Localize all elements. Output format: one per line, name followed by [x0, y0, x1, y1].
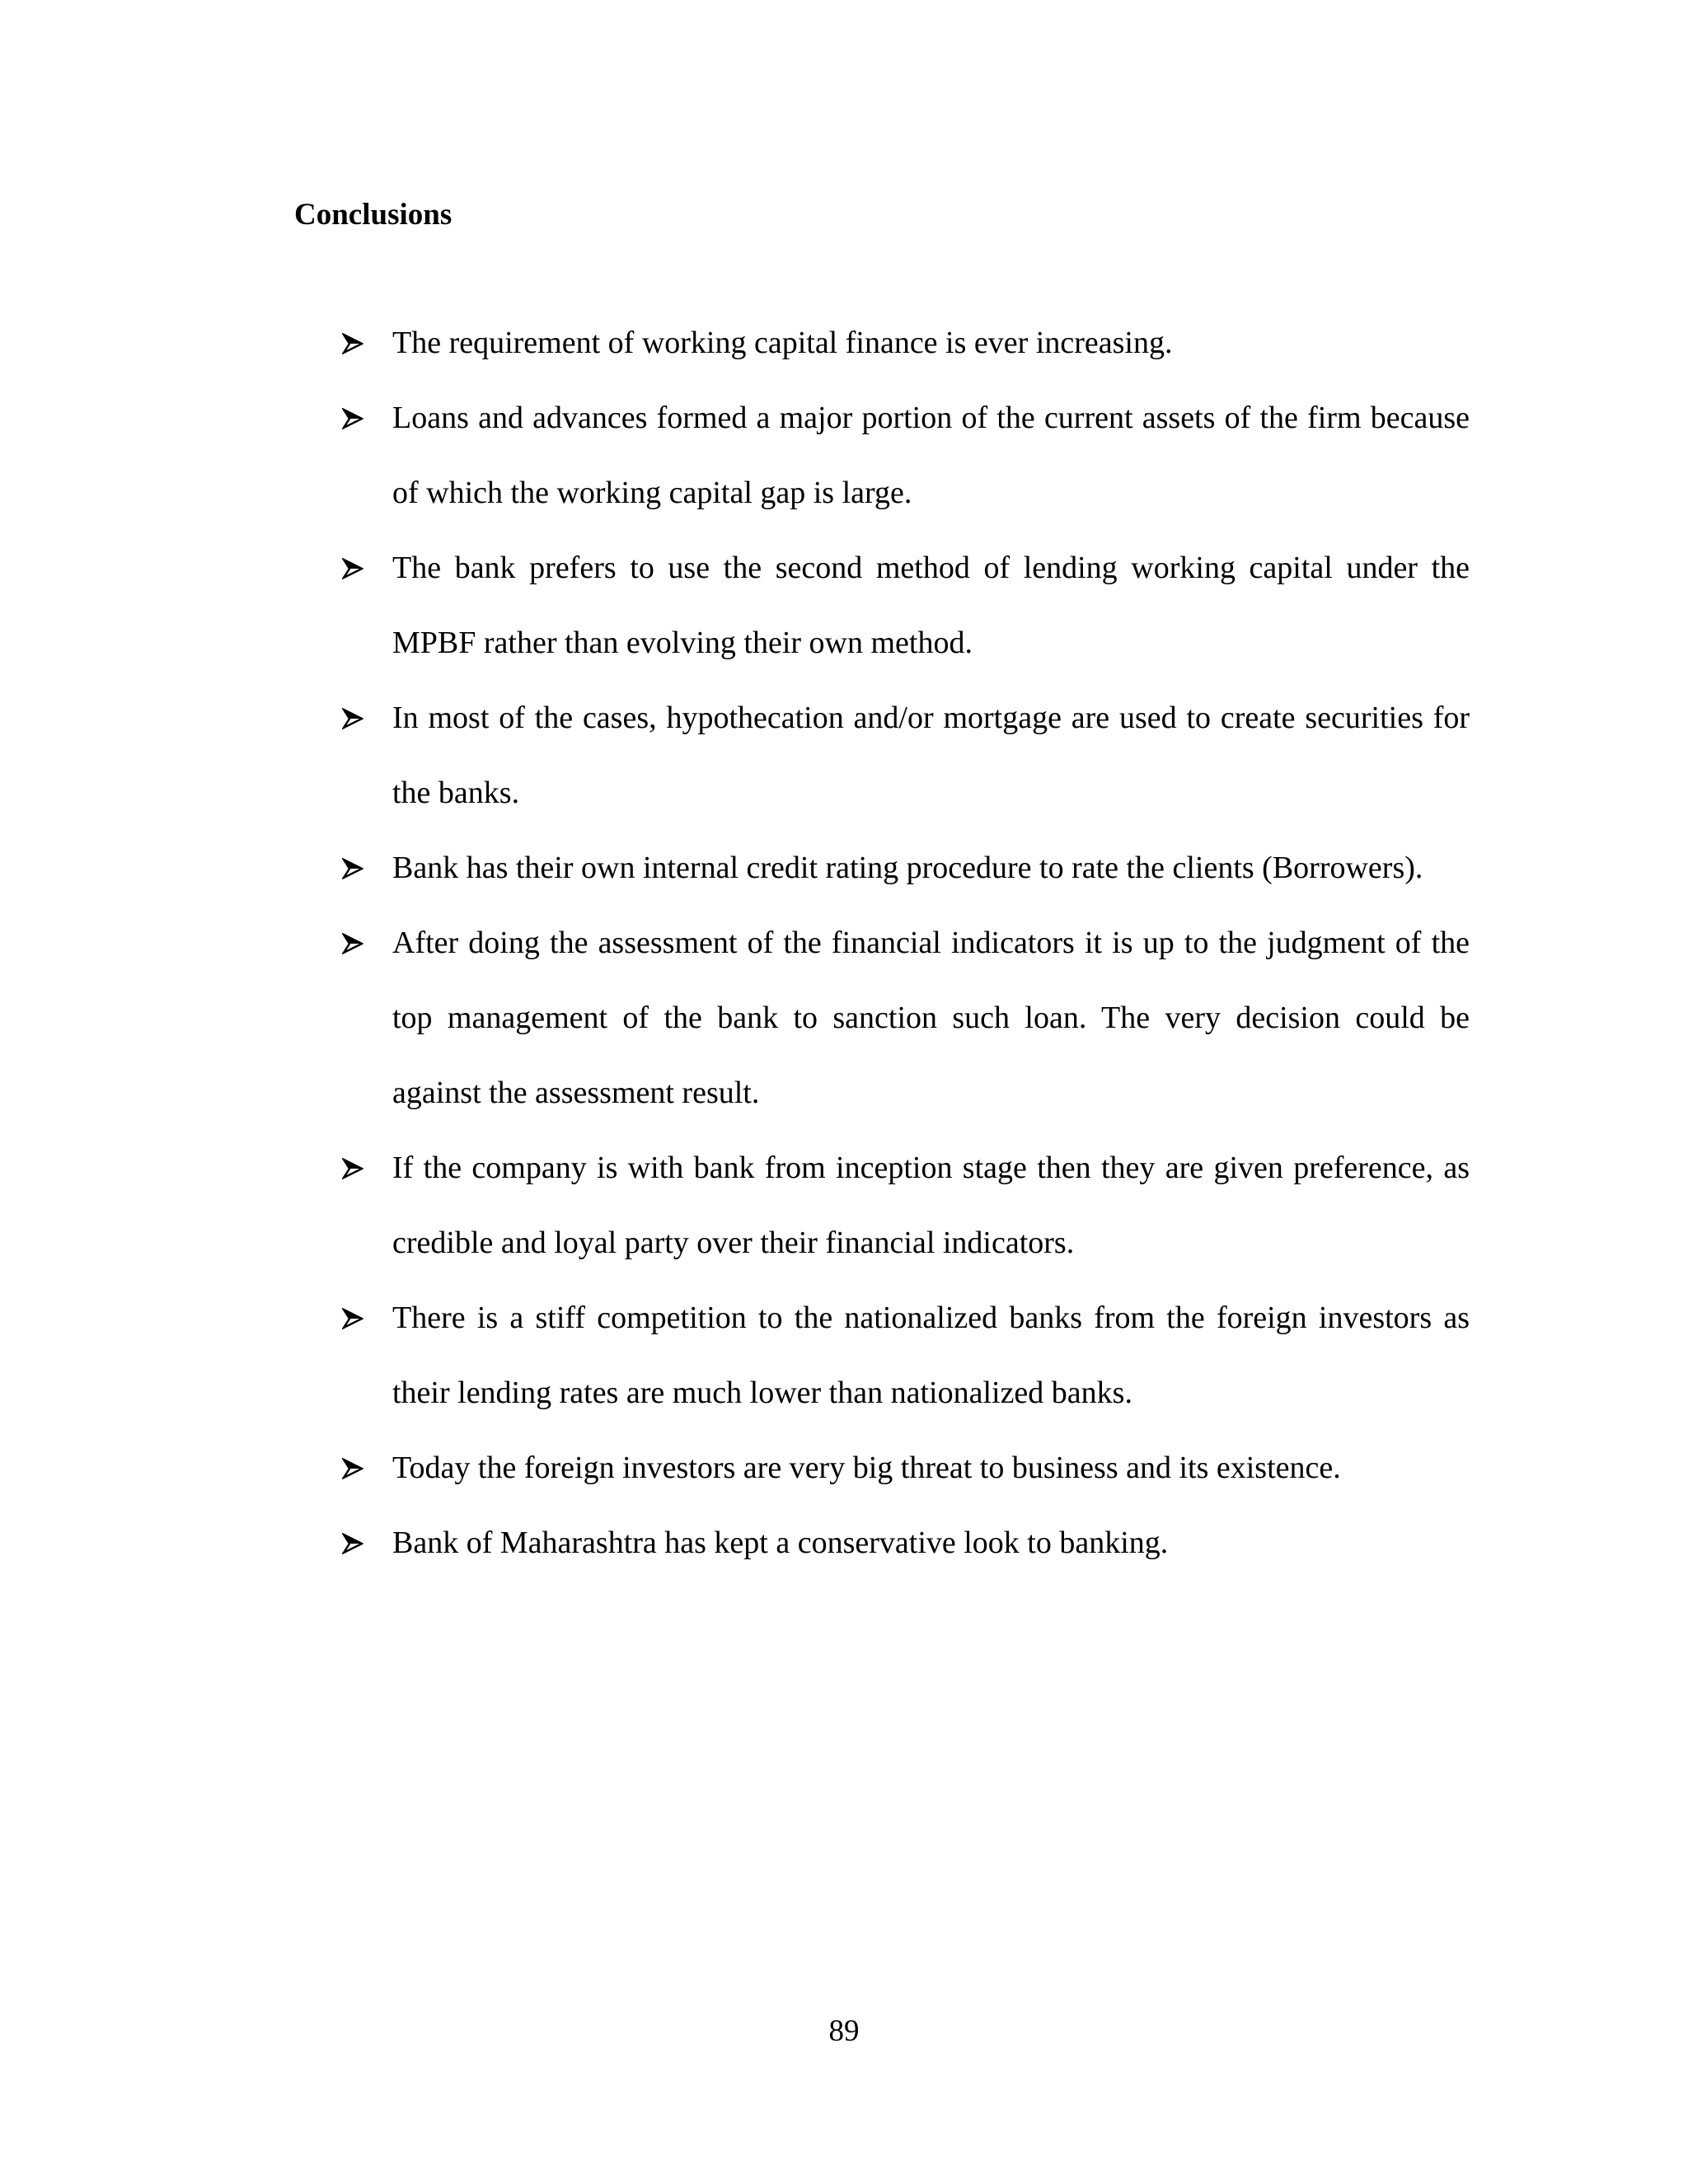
arrowhead-bullet-icon [342, 1431, 367, 1506]
arrowhead-bullet-icon [342, 1506, 367, 1581]
arrowhead-bullet-icon [342, 831, 367, 906]
section-heading: Conclusions [294, 198, 452, 232]
list-item-text: The bank prefers to use the second method of lending working capital under the MPBF rather than evolving their own method. [392, 551, 1470, 660]
list-item-text: Loans and advances formed a major portion of the current assets of the firm because of which the working capital gap is large. [392, 401, 1470, 510]
list-item [342, 1131, 1470, 1281]
arrowhead-bullet-icon [342, 681, 367, 756]
arrowhead-bullet-icon [342, 531, 367, 606]
list-item [342, 531, 1470, 681]
list-item [342, 831, 1470, 906]
arrowhead-bullet-icon [342, 306, 367, 381]
page-number: 89 [828, 2014, 860, 2048]
list-item-text: If the company is with bank from inception stage then they are given preference, as credible and loyal party over their financial indicators. [392, 1151, 1470, 1260]
conclusions-list [342, 306, 1470, 1581]
list-item [342, 306, 1470, 381]
list-item [342, 381, 1470, 531]
arrowhead-bullet-icon [342, 381, 367, 456]
arrowhead-bullet-icon [342, 1131, 367, 1206]
list-item [342, 681, 1470, 831]
list-item-text: Bank has their own internal credit rating procedure to rate the clients (Borrowers). [392, 851, 1423, 885]
list-item-text: In most of the cases, hypothecation and/or mortgage are used to create securities for the banks. [392, 701, 1470, 810]
list-item-text: Bank of Maharashtra has kept a conservative look to banking. [392, 1526, 1169, 1560]
arrowhead-bullet-icon [342, 906, 367, 981]
list-item-text: There is a stiff competition to the nationalized banks from the foreign investors as their lending rates are much lower than nationalized banks. [392, 1301, 1470, 1410]
list-item [342, 1281, 1470, 1431]
list-item-text: After doing the assessment of the financial indicators it is up to the judgment of the top management of the bank to sanction such loan. The very decision could be against the assessment result. [392, 926, 1470, 1110]
list-item [342, 1506, 1470, 1581]
list-item [342, 1431, 1470, 1506]
list-item-text: Today the foreign investors are very big threat to business and its existence. [392, 1451, 1341, 1485]
list-item [342, 906, 1470, 1131]
arrowhead-bullet-icon [342, 1281, 367, 1356]
list-item-text: The requirement of working capital finance is ever increasing. [392, 326, 1173, 360]
